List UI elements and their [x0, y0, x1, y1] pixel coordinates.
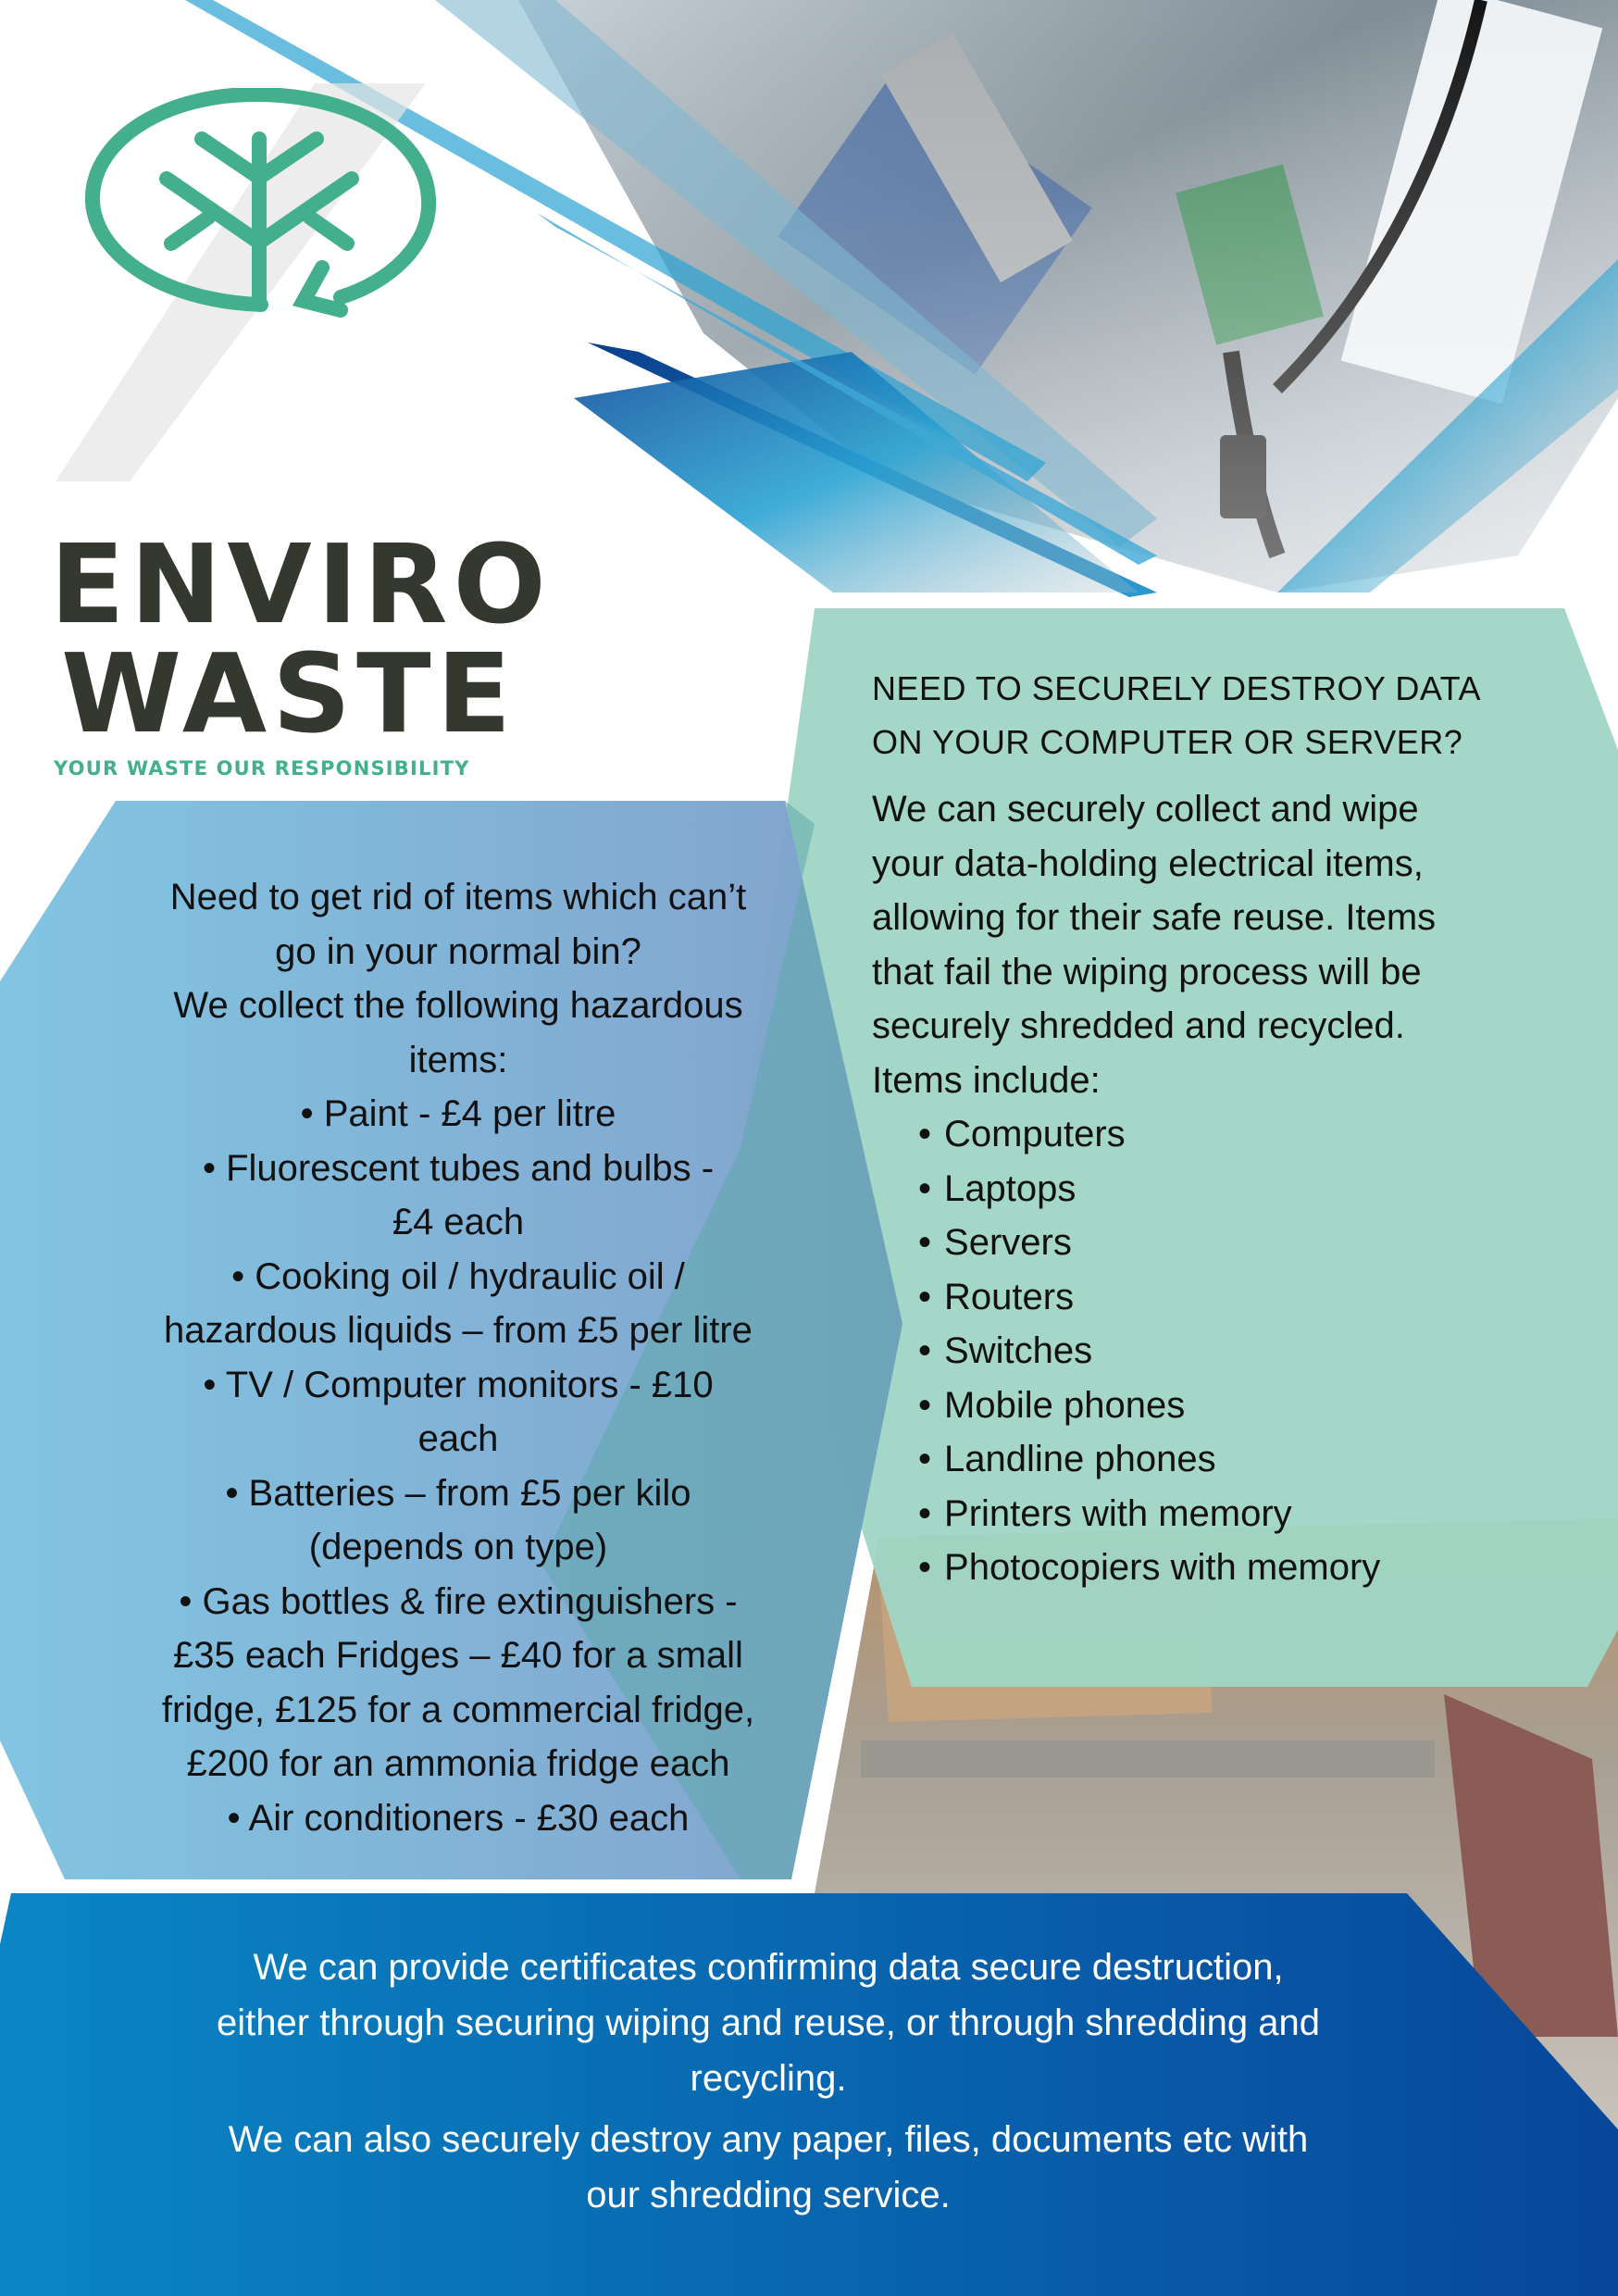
- hazard-item: hazardous liquids – from £5 per litre: [164, 1310, 753, 1351]
- data-items-list: [872, 1107, 1594, 1595]
- data-destruction-section: [872, 662, 1594, 1595]
- hazard-line: We collect the following hazardous: [173, 985, 743, 1026]
- brand-name-line1: ENVIRO: [50, 520, 552, 648]
- footer-line: We can provide certificates confirming data secure destruction,: [253, 1947, 1284, 1988]
- list-item: • Computers: [918, 1107, 1594, 1162]
- hazard-item: £35 each Fridges – £40 for a small: [173, 1635, 743, 1676]
- hazard-line: Need to get rid of items which can’t: [169, 877, 747, 917]
- footer-line: recycling.: [690, 2058, 847, 2099]
- hazardous-waste-section: [83, 870, 833, 1845]
- hazard-item: • Paint - £4 per litre: [300, 1093, 616, 1134]
- footer-line: our shredding service.: [586, 2175, 951, 2215]
- hazard-item: £200 for an ammonia fridge each: [186, 1743, 730, 1784]
- tree-recycle-arrow-icon: [81, 88, 452, 366]
- list-item: • Servers: [918, 1216, 1594, 1270]
- list-item: • Printers with memory: [918, 1487, 1594, 1541]
- hazard-item: • TV / Computer monitors - £10: [203, 1364, 714, 1405]
- list-item: • Switches: [918, 1324, 1594, 1379]
- certificates-section: [37, 1940, 1500, 2223]
- footer-line: either through securing wiping and reuse, or through shredding and: [217, 2003, 1320, 2043]
- hazard-item: fridge, £125 for a commercial fridge,: [161, 1689, 755, 1730]
- hazard-line: go in your normal bin?: [275, 930, 641, 972]
- brand-tagline: YOUR WASTE OUR RESPONSIBILITY: [54, 757, 470, 780]
- hazard-item: • Cooking oil / hydraulic oil /: [231, 1255, 685, 1297]
- list-item: • Routers: [918, 1270, 1594, 1325]
- list-item: • Landline phones: [918, 1432, 1594, 1487]
- hazard-item: £4 each: [392, 1202, 525, 1242]
- hazard-item: each: [417, 1418, 499, 1459]
- list-item: • Photocopiers with memory: [918, 1541, 1594, 1595]
- hazard-item: • Fluorescent tubes and bulbs -: [202, 1147, 715, 1189]
- footer-line: We can also securely destroy any paper, files, documents etc with: [228, 2119, 1309, 2160]
- hazard-item: • Batteries – from £5 per kilo: [225, 1472, 691, 1514]
- list-item: • Mobile phones: [918, 1379, 1594, 1433]
- hazard-item: • Gas bottles & fire extinguishers -: [179, 1580, 738, 1622]
- list-item: • Laptops: [918, 1162, 1594, 1217]
- data-section-heading: NEED TO SECURELY DESTROY DATA ON YOUR COMPUTER OR SERVER?: [872, 669, 1481, 761]
- hazard-line: items:: [408, 1039, 508, 1080]
- hazard-item: • Air conditioners - £30 each: [227, 1797, 690, 1839]
- brand-name-line2: WASTE: [61, 630, 517, 757]
- hazard-item: (depends on type): [308, 1527, 608, 1567]
- data-section-body: We can securely collect and wipe your data-holding electrical items, allowing for their safe reuse. Items that fail the wiping process will be securely shredded and recycled. Items include:: [872, 789, 1437, 1101]
